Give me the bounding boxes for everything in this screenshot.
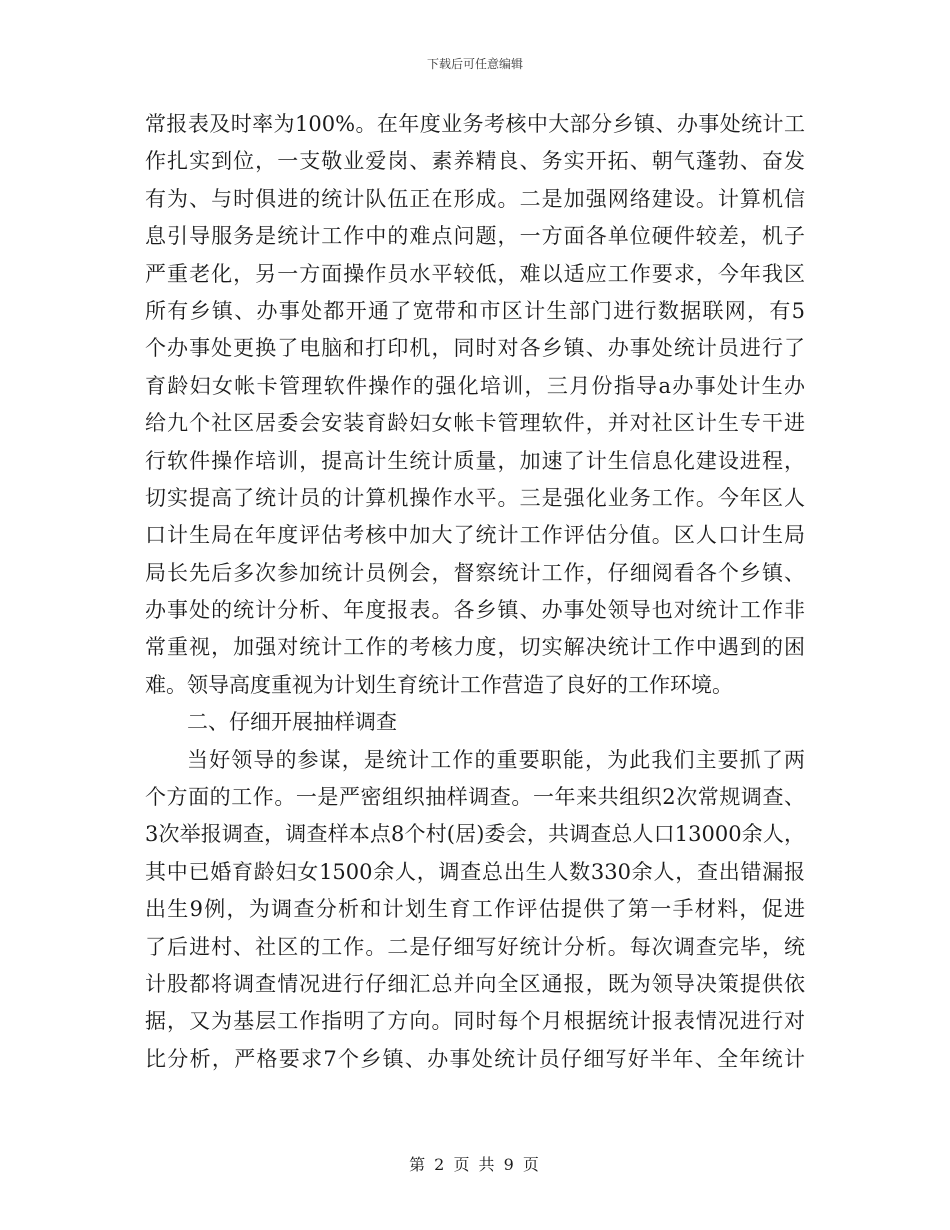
document-body bbox=[145, 106, 805, 1078]
text-line: 常报表及时率为100%。在年度业务考核中大部分乡镇、办事处统计工 bbox=[145, 112, 805, 136]
page-number-footer: 第 2 页 共 9 页 bbox=[409, 1155, 541, 1174]
text-line: 作扎实到位，一支敬业爱岗、素养精良、务实开拓、朝气蓬勃、奋发 bbox=[145, 149, 805, 174]
text-line: 二、仔细开展抽样调查 bbox=[187, 710, 397, 735]
text-line: 所有乡镇、办事处都开通了宽带和市区计生部门进行数据联网，有5 bbox=[145, 298, 805, 323]
text-line: 出生9例，为调查分析和计划生育工作评估提供了第一手材料，促进 bbox=[145, 897, 805, 922]
page-header-note: 下载后可任意编辑 bbox=[426, 57, 523, 71]
text-line: 当好领导的参谋，是统计工作的重要职能，为此我们主要抓了两 bbox=[187, 747, 805, 772]
text-line: 3次举报调查，调查样本点8个村(居)委会，共调查总人口13000余人， bbox=[145, 822, 805, 847]
text-line: 口计生局在年度评估考核中加大了统计工作评估分值。区人口计生局 bbox=[145, 523, 805, 548]
text-line: 行软件操作培训，提高计生统计质量，加速了计生信息化建设进程， bbox=[145, 448, 805, 473]
text-line: 办事处的统计分析、年度报表。各乡镇、办事处领导也对统计工作非 bbox=[145, 598, 805, 623]
text-line: 局长先后多次参加统计员例会，督察统计工作，仔细阅看各个乡镇、 bbox=[145, 560, 805, 585]
text-line: 有为、与时俱进的统计队伍正在形成。二是加强网络建设。计算机信 bbox=[145, 186, 805, 211]
text-line: 个办事处更换了电脑和打印机，同时对各乡镇、办事处统计员进行了 bbox=[145, 336, 805, 361]
text-line: 给九个社区居委会安装育龄妇女帐卡管理软件，并对社区计生专干进 bbox=[145, 411, 805, 436]
text-line: 育龄妇女帐卡管理软件操作的强化培训，三月份指导a办事处计生办 bbox=[145, 373, 805, 398]
text-line: 了后进村、社区的工作。二是仔细写好统计分析。每次调查完毕，统 bbox=[145, 934, 805, 959]
text-line: 严重老化，另一方面操作员水平较低，难以适应工作要求，今年我区 bbox=[145, 261, 805, 286]
text-line: 个方面的工作。一是严密组织抽样调查。一年来共组织2次常规调查、 bbox=[145, 785, 805, 810]
text-line: 常重视，加强对统计工作的考核力度，切实解决统计工作中遇到的困 bbox=[145, 635, 805, 660]
text-line: 其中已婚育龄妇女1500余人，调查总出生人数330余人，查出错漏报 bbox=[145, 859, 805, 884]
text-line: 切实提高了统计员的计算机操作水平。三是强化业务工作。今年区人 bbox=[145, 485, 805, 510]
text-line: 计股都将调查情况进行仔细汇总并向全区通报，既为领导决策提供依 bbox=[145, 971, 805, 996]
text-line: 难。领导高度重视为计划生育统计工作营造了良好的工作环境。 bbox=[145, 672, 733, 697]
text-line: 比分析，严格要求7个乡镇、办事处统计员仔细写好半年、全年统计 bbox=[145, 1046, 805, 1071]
text-line: 据，又为基层工作指明了方向。同时每个月根据统计报表情况进行对 bbox=[145, 1009, 805, 1034]
text-line: 息引导服务是统计工作中的难点问题，一方面各单位硬件较差，机子 bbox=[145, 224, 805, 249]
